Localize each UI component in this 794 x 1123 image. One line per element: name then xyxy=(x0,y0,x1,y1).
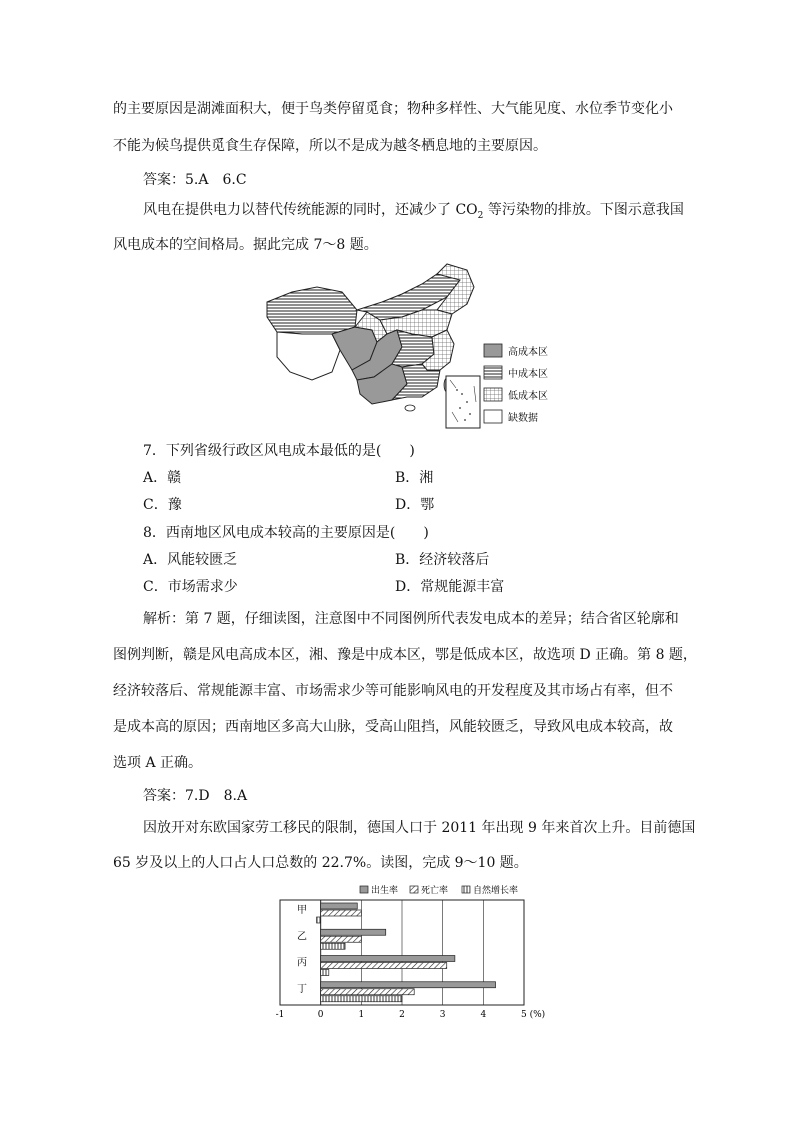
legend-label: 自然增长率 xyxy=(473,886,519,896)
category-label: 丁 xyxy=(297,983,307,995)
category-label: 丙 xyxy=(297,957,307,969)
tick-label: 1 xyxy=(358,1010,365,1020)
bar-死亡率-丙 xyxy=(321,963,447,969)
tick-label: 3 xyxy=(439,1010,446,1020)
category-label: 甲 xyxy=(297,905,307,916)
q8-option-a: A．风能较匮乏 xyxy=(143,552,238,568)
question-8-stem: 8．西南地区风电成本较高的主要原因是( ) xyxy=(143,525,429,541)
q8-option-d: D．常规能源丰富 xyxy=(395,579,505,595)
chart-tick-labels xyxy=(276,1009,546,1020)
legend-label: 出生率 xyxy=(371,886,399,896)
answer-line: 答案：5.A 6.C xyxy=(143,172,247,188)
paragraph-line: 65 岁及以上的人口占人口总数的 22.7%。读图，完成 9～10 题。 xyxy=(113,855,528,871)
q8-option-b: B．经济较落后 xyxy=(395,552,490,568)
south-china-sea-inset xyxy=(446,376,480,428)
region-tibet xyxy=(277,332,340,380)
bar-出生率-丁 xyxy=(321,982,496,988)
q7-option-c: C．豫 xyxy=(143,497,182,513)
category-label: 乙 xyxy=(297,931,307,943)
q7-option-d: D．鄂 xyxy=(395,497,435,513)
bar-死亡率-甲 xyxy=(321,910,362,916)
tick-label: 0 xyxy=(317,1010,324,1020)
analysis-line: 图例判断，赣是风电高成本区，湘、豫是中成本区，鄂是低成本区，故选项 D 正确。第 8 题， xyxy=(113,647,697,663)
legend-swatch xyxy=(410,886,418,893)
q8-option-c: C．市场需求少 xyxy=(143,579,238,595)
q7-option-a: A．赣 xyxy=(143,470,182,486)
chart-bars xyxy=(317,903,496,1002)
bar-自然增长率-丙 xyxy=(321,970,329,976)
q7-option-b: B．湘 xyxy=(395,470,434,486)
legend-swatch xyxy=(360,886,368,893)
legend-label: 死亡率 xyxy=(421,886,449,896)
china-wind-cost-map xyxy=(262,262,562,432)
region-xinjiang xyxy=(267,287,357,334)
paragraph-line: 的主要原因是湖滩面积大，便于鸟类停留觅食；物种多样性、大气能见度、水位季节变化小 xyxy=(113,101,673,117)
legend-label: 低成本区 xyxy=(508,391,548,402)
paragraph-line: 风电在提供电力以替代传统能源的同时，还减少了 $CO_2$ 等污染物的排放。下图示意我国 xyxy=(143,202,684,221)
legend-label: 中成本区 xyxy=(508,369,548,380)
analysis-line: 经济较落后、常规能源丰富、市场需求少等可能影响风电的开发程度及其市场占有率，但不 xyxy=(113,683,673,699)
tick-label: -1 xyxy=(275,1010,285,1020)
paragraph-line: 因放开对东欧国家劳工移民的限制，德国人口于 2011 年出现 9 年来首次上升。目前德国 xyxy=(143,820,696,836)
chart-legend xyxy=(360,884,518,896)
tick-label: 2 xyxy=(399,1010,405,1020)
bar-死亡率-乙 xyxy=(321,936,362,942)
bar-出生率-乙 xyxy=(321,929,386,935)
bar-自然增长率-乙 xyxy=(321,943,345,949)
question-7-stem: 7．下列省级行政区风电成本最低的是( ) xyxy=(143,443,415,459)
chart-category-labels xyxy=(297,904,307,995)
paragraph-line: 不能为候鸟提供觅食生存保障，所以不是成为越冬栖息地的主要原因。 xyxy=(113,138,547,154)
bar-自然增长率-丁 xyxy=(321,996,402,1002)
map-legend xyxy=(484,344,548,424)
legend-swatch xyxy=(462,886,470,893)
region-hainan xyxy=(405,405,415,411)
answer-line: 答案：7.D 8.A xyxy=(143,788,248,804)
analysis-line: 选项 A 正确。 xyxy=(113,755,203,771)
bar-出生率-丙 xyxy=(321,956,455,962)
tick-label: 5 (%) xyxy=(521,1010,546,1020)
analysis-line: 解析：第 7 题，仔细读图，注意图中不同图例所代表发电成本的差异；结合省区轮廓和 xyxy=(143,611,679,627)
tick-label: 4 xyxy=(480,1010,487,1020)
population-rate-chart xyxy=(262,880,562,1025)
legend-label: 高成本区 xyxy=(508,347,548,358)
analysis-line: 是成本高的原因；西南地区多高大山脉，受高山阻挡，风能较匮乏，导致风电成本较高，故 xyxy=(113,719,673,735)
bar-出生率-甲 xyxy=(321,903,358,909)
bar-死亡率-丁 xyxy=(321,989,415,995)
paragraph-line: 风电成本的空间格局。据此完成 7～8 题。 xyxy=(113,237,378,253)
legend-label: 缺数据 xyxy=(508,413,538,424)
bar-自然增长率-甲 xyxy=(317,917,321,923)
